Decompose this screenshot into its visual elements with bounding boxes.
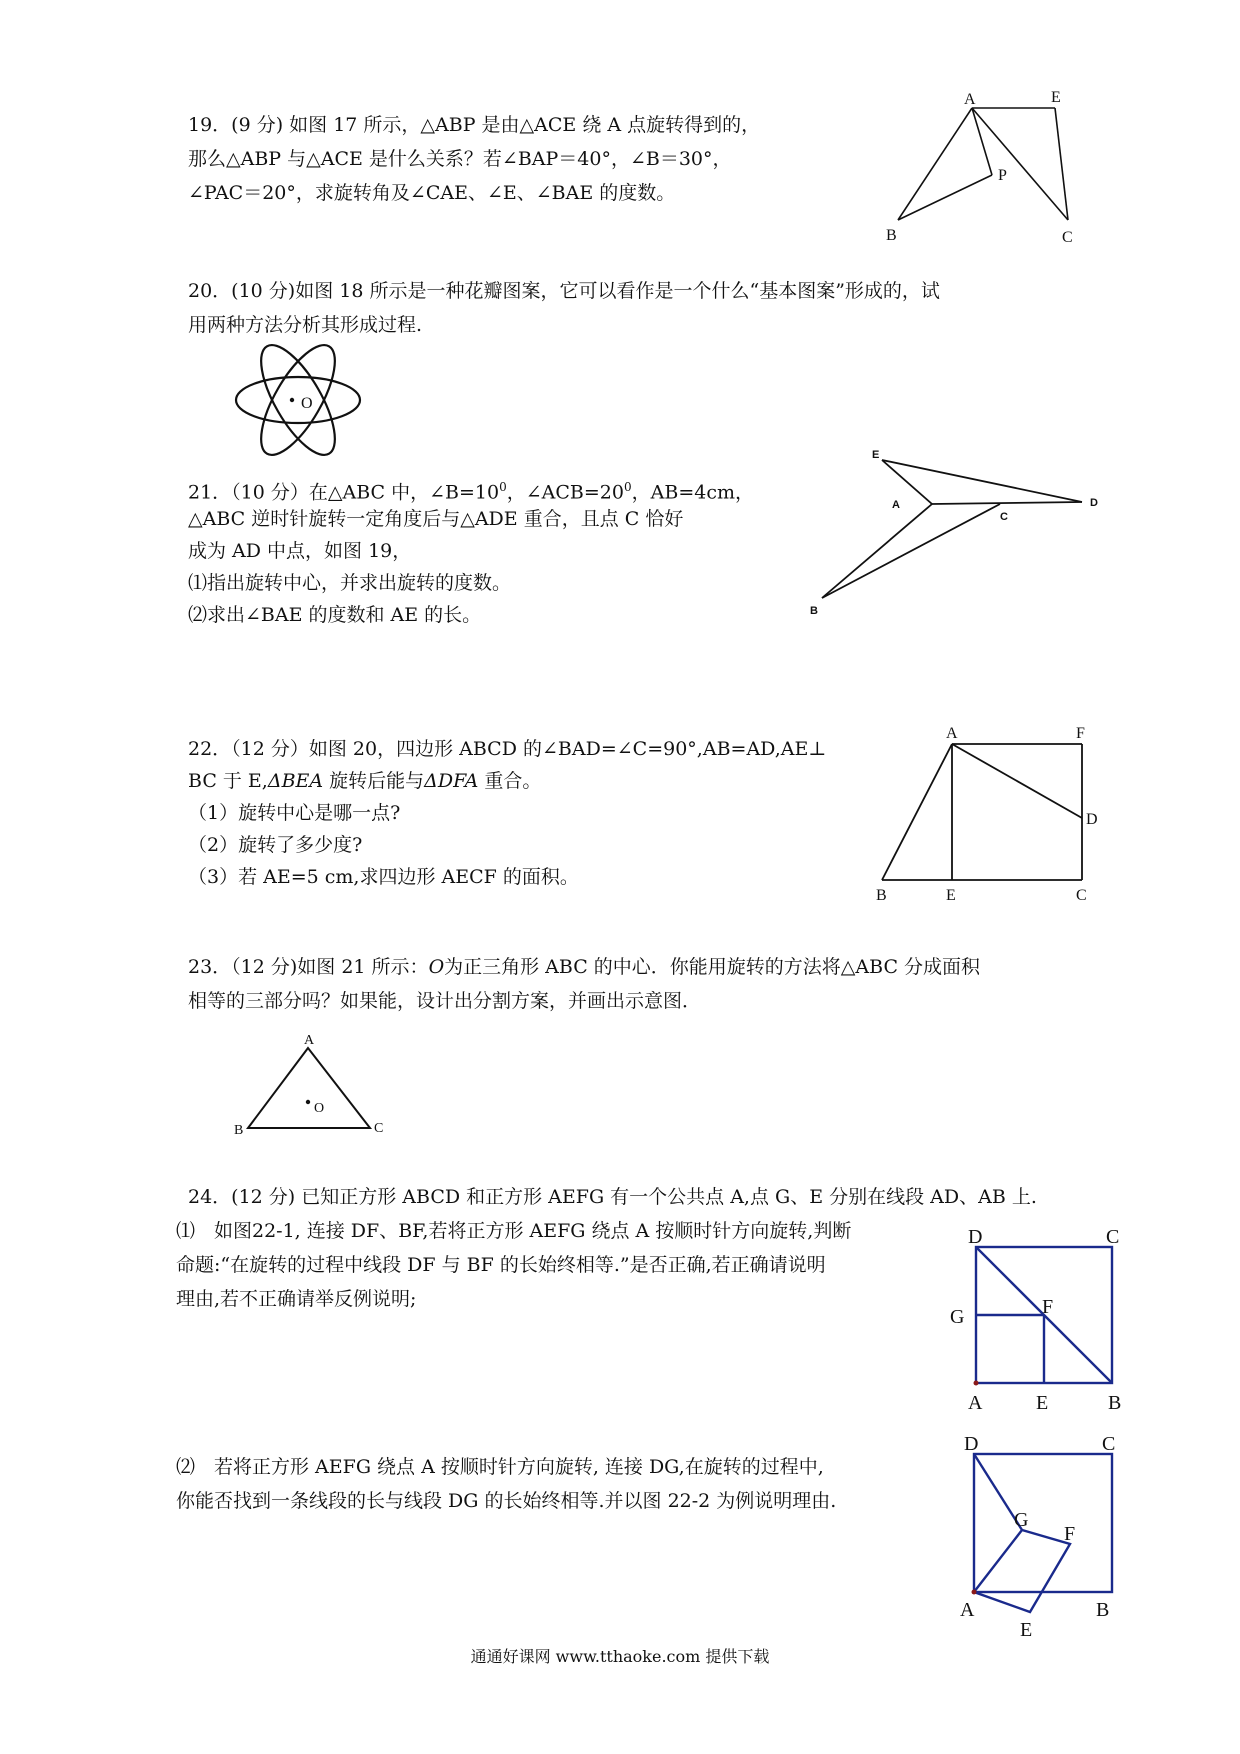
fig18-label-o: O — [301, 395, 313, 412]
fig20-label-a: A — [946, 725, 958, 742]
q24-p1-line2: 命题:“在旋转的过程中线段 DF 与 BF 的长始终相等.”是否正确,若正确请说明 — [176, 1254, 826, 1276]
fig21-label-a: A — [304, 1033, 315, 1048]
fig22-1-label-g: G — [950, 1306, 965, 1328]
fig17-label-b: B — [886, 227, 897, 244]
fig19-label-e: E — [872, 449, 880, 461]
q22-line1: 22．（12 分）如图 20，四边形 ABCD 的∠BAD=∠C=90°,AB=AD,AE⊥ — [188, 738, 827, 760]
figure-17 — [860, 80, 1100, 250]
q24-p1-line1: ⑴ 如图22-1, 连接 DF、BF,若将正方形 AEFG 绕点 A 按顺时针方向旋转,判断 — [176, 1220, 852, 1242]
fig17-label-c: C — [1062, 229, 1073, 246]
fig22-2-label-g: G — [1014, 1509, 1029, 1531]
q22-line2: BC 于 E,ΔBEA 旋转后能与ΔDFA 重合。 — [188, 770, 542, 792]
fig21-label-o: O — [314, 1101, 325, 1116]
page-footer: 通通好课网 www.tthaoke.com 提供下载 — [470, 1647, 770, 1666]
fig22-2-label-c: C — [1102, 1433, 1116, 1455]
fig20-label-d: D — [1086, 811, 1098, 828]
fig22-1-label-f: F — [1042, 1296, 1054, 1318]
figure-20 — [870, 720, 1110, 910]
fig22-1-label-c: C — [1106, 1226, 1120, 1248]
q24-p2-line1: ⑵ 若将正方形 AEFG 绕点 A 按顺时针方向旋转, 连接 DG,在旋转的过程中, — [176, 1456, 824, 1478]
fig22-2-label-d: D — [964, 1433, 979, 1455]
fig17-label-p: P — [998, 167, 1007, 184]
fig22-2-label-a: A — [960, 1599, 975, 1621]
fig22-2-label-b: B — [1096, 1599, 1110, 1621]
figure-22-2 — [942, 1422, 1142, 1642]
q20-line2: 用两种方法分析其形成过程. — [188, 314, 423, 336]
fig17-label-a: A — [964, 91, 976, 108]
figure-22-1 — [940, 1225, 1140, 1415]
fig22-2-label-f: F — [1064, 1523, 1076, 1545]
fig19-label-a: A — [892, 499, 900, 511]
fig19-label-b: B — [810, 605, 818, 617]
fig20-label-b: B — [876, 887, 887, 904]
q21-line3: 成为 AD 中点，如图 19， — [188, 540, 412, 562]
q19-line2: 那么△ABP 与△ACE 是什么关系？若∠BAP＝40°，∠B＝30°， — [188, 148, 732, 170]
fig20-label-c: C — [1076, 887, 1087, 904]
fig17-label-e: E — [1051, 89, 1061, 106]
q19-line3: ∠PAC＝20°，求旋转角及∠CAE、∠E、∠BAE 的度数。 — [188, 182, 676, 204]
q22-line5: （3）若 AE=5 cm,求四边形 AECF 的面积。 — [188, 866, 579, 888]
q21-line5: ⑵求出∠BAE 的度数和 AE 的长。 — [188, 604, 482, 626]
q24-p2-line2: 你能否找到一条线段的长与线段 DG 的长始终相等.并以图 22-2 为例说明理由. — [176, 1490, 837, 1512]
fig21-label-c: C — [374, 1121, 384, 1136]
q20-line1: 20．(10 分)如图 18 所示是一种花瓣图案，它可以看作是一个什么“基本图案”形成的，试 — [188, 280, 940, 302]
q22-line3: （1）旋转中心是哪一点? — [188, 802, 401, 824]
fig20-label-e: E — [946, 887, 956, 904]
q21-line1: 21．（10 分）在△ABC 中，$\angle B=10^0$，$\angle ACB=20^0$，AB=4cm， — [188, 480, 754, 504]
fig19-label-c: C — [1000, 511, 1008, 523]
q19-line1: 19．(9 分) 如图 17 所示，△ABP 是由△ACE 绕 A 点旋转得到的， — [188, 114, 761, 136]
fig21-label-b: B — [234, 1123, 244, 1138]
fig22-1-label-a: A — [968, 1392, 983, 1414]
q24-line1: 24．(12 分) 已知正方形 ABCD 和正方形 AEFG 有一个公共点 A,点 G、E 分别在线段 AD、AB 上. — [188, 1186, 1037, 1208]
figure-18-petal-pattern — [228, 345, 368, 455]
figure-21 — [226, 1030, 406, 1140]
fig20-label-f: F — [1076, 725, 1085, 742]
fig22-1-label-d: D — [968, 1226, 983, 1248]
fig22-1-label-b: B — [1108, 1392, 1122, 1414]
figure-19 — [800, 440, 1120, 620]
q23-line2: 相等的三部分吗？如果能，设计出分割方案，并画出示意图． — [188, 990, 702, 1012]
q24-p1-line3: 理由,若不正确请举反例说明; — [176, 1288, 417, 1310]
fig22-1-label-e: E — [1036, 1392, 1049, 1414]
q23-line1: 23．（12 分)如图 21 所示：O为正三角形 ABC 的中心．你能用旋转的方法将△ABC 分成面积 — [188, 956, 981, 978]
q21-line2: △ABC 逆时针旋转一定角度后与△ADE 重合，且点 C 恰好 — [188, 508, 684, 530]
fig19-label-d: D — [1090, 497, 1098, 509]
q22-line4: （2）旋转了多少度? — [188, 834, 363, 856]
fig22-2-label-e: E — [1020, 1619, 1033, 1641]
q21-line4: ⑴指出旋转中心，并求出旋转的度数。 — [188, 572, 512, 594]
